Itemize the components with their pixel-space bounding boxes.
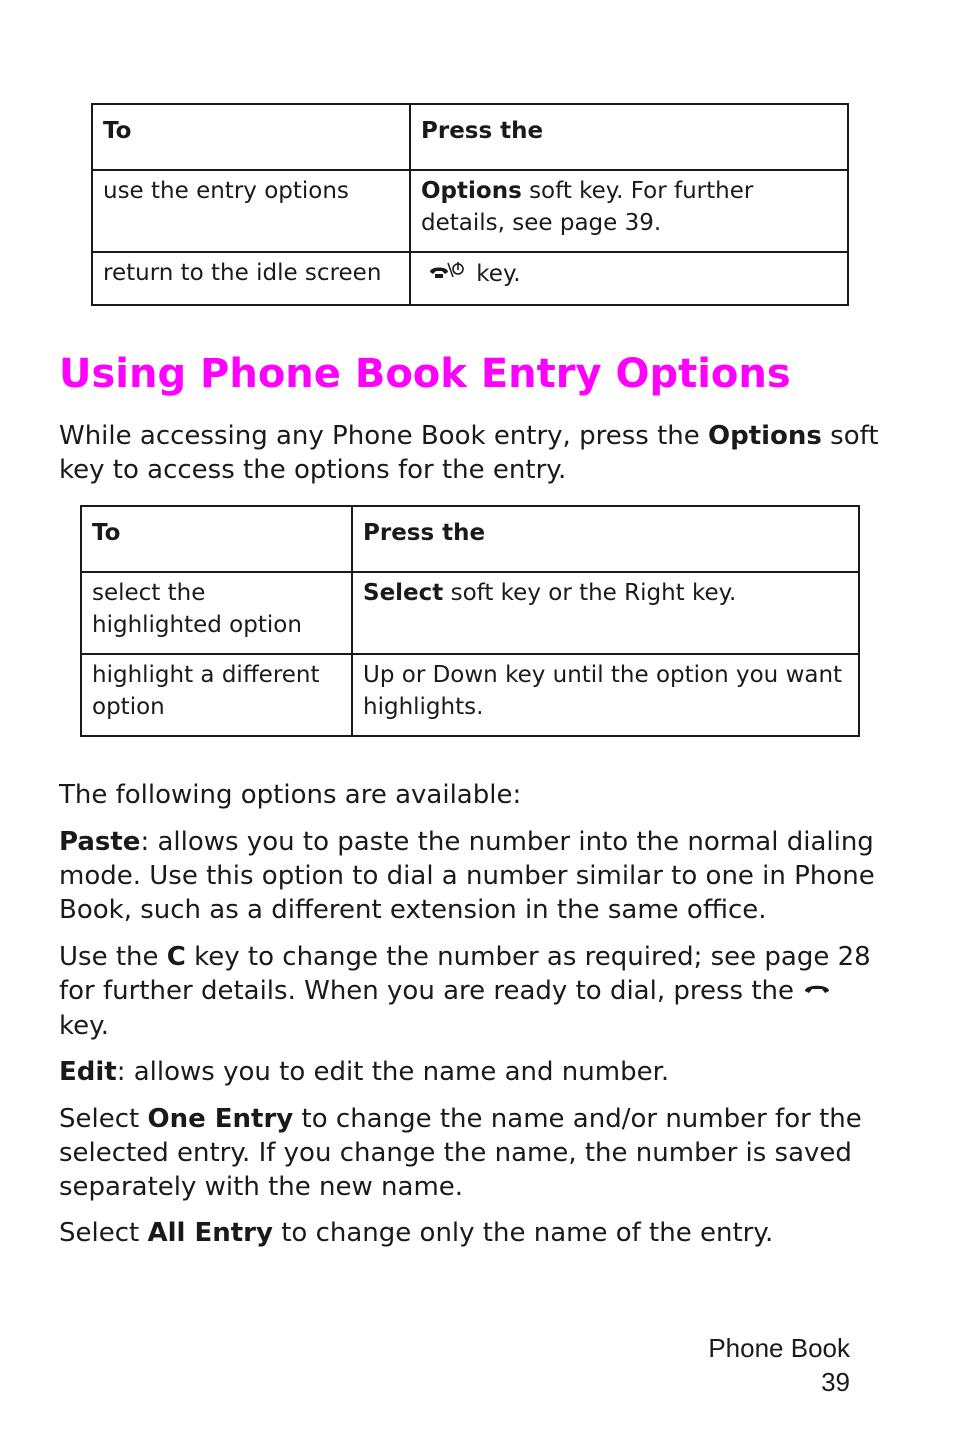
bold-term: C bbox=[166, 942, 186, 972]
text: to change only the name of the entry. bbox=[272, 1218, 774, 1248]
text: Select bbox=[59, 1218, 148, 1248]
bold-term: One Entry bbox=[147, 1104, 294, 1134]
header-press: Press the bbox=[352, 506, 859, 572]
bold-term: Paste bbox=[59, 827, 141, 857]
cell-press bbox=[352, 572, 859, 654]
page-number: 39 bbox=[821, 1367, 850, 1397]
text: Select bbox=[59, 1104, 148, 1134]
edit-paragraph bbox=[59, 1055, 879, 1089]
cell-to: use the entry options bbox=[92, 170, 410, 252]
send-key-icon bbox=[802, 975, 832, 1009]
bold-term: All Entry bbox=[147, 1218, 273, 1248]
cell-to: highlight a different option bbox=[81, 654, 352, 736]
table-row bbox=[92, 252, 848, 305]
use-c-paragraph bbox=[59, 940, 879, 1043]
cell-to: select the highlighted option bbox=[81, 572, 352, 654]
bold-term: Edit bbox=[59, 1057, 117, 1087]
key-table-top bbox=[91, 103, 849, 306]
cell-press bbox=[410, 170, 848, 252]
page-footer bbox=[708, 1331, 850, 1399]
header-to: To bbox=[92, 104, 410, 170]
text: to change the name and/or number for the selected entry. If you change the name, the number is saved separately with the new name. bbox=[59, 1104, 862, 1202]
cell-text: soft key or the Right key. bbox=[443, 580, 737, 606]
text: While accessing any Phone Book entry, press the bbox=[59, 421, 708, 451]
text: soft key to access the options for the entry. bbox=[59, 421, 879, 485]
end-power-key-icon bbox=[421, 257, 469, 292]
intro-paragraph bbox=[59, 419, 879, 487]
bold-term: Options bbox=[421, 178, 522, 204]
header-press: Press the bbox=[410, 104, 848, 170]
text: : allows you to paste the number into the normal dialing mode. Use this option to dial a number similar to one in Phone Book, such as a different extension in the same office. bbox=[59, 827, 875, 925]
cell-press: Up or Down key until the option you want highlights. bbox=[352, 654, 859, 736]
bold-term: Select bbox=[363, 580, 444, 606]
one-entry-paragraph bbox=[59, 1102, 879, 1204]
table-row bbox=[81, 572, 859, 654]
cell-press bbox=[410, 252, 848, 305]
text: key to change the number as required; see page 28 for further details. When you are ready to dial, press the bbox=[59, 942, 871, 1006]
bold-term: Options bbox=[708, 421, 822, 451]
table-row bbox=[92, 170, 848, 252]
paste-paragraph bbox=[59, 825, 879, 927]
text: key. bbox=[59, 1010, 110, 1041]
cell-to: return to the idle screen bbox=[92, 252, 410, 305]
header-to: To bbox=[81, 506, 352, 572]
table-row bbox=[81, 654, 859, 736]
text: Use the bbox=[59, 942, 167, 972]
all-entry-paragraph bbox=[59, 1216, 879, 1250]
table-header-row bbox=[81, 506, 859, 572]
options-intro: The following options are available: bbox=[59, 780, 522, 810]
section-heading: Using Phone Book Entry Options bbox=[59, 351, 791, 397]
cell-text: soft key. For further details, see page 39. bbox=[421, 178, 754, 236]
table-header-row bbox=[92, 104, 848, 170]
footer-section: Phone Book bbox=[708, 1333, 850, 1363]
text: : allows you to edit the name and number. bbox=[116, 1057, 670, 1087]
cell-text: key. bbox=[469, 261, 521, 287]
key-table-options bbox=[80, 505, 860, 737]
